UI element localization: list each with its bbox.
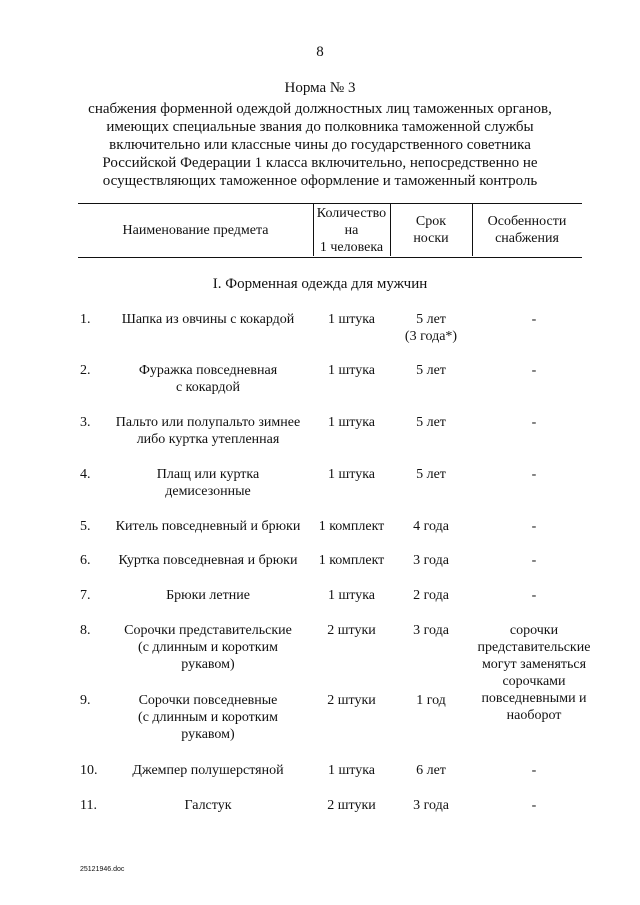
row-note: -: [531, 415, 537, 430]
row-name-line: рукавом): [181, 657, 235, 672]
row-name: [103, 762, 313, 779]
row-quantity: 2 штуки: [327, 798, 376, 813]
header-line: на: [344, 222, 359, 238]
shared-note-line: могут заменяться: [481, 657, 587, 672]
row-name-line: Сорочки повседневные: [138, 693, 278, 708]
header-line: 1 человека: [319, 239, 384, 255]
row-term-line: 6 лет: [416, 763, 446, 778]
row-name-line: Галстук: [184, 798, 232, 813]
row-quantity: 2 штуки: [327, 623, 376, 638]
header-quantity: [313, 204, 390, 256]
row-number: 5.: [80, 519, 91, 534]
row-name: [103, 552, 313, 569]
norm-title: Норма № 3: [284, 80, 356, 96]
row-quantity: 1 штука: [327, 415, 376, 430]
row-name-line: Шапка из овчины с кокардой: [121, 312, 295, 327]
row-name: [103, 518, 313, 535]
row-name: [103, 466, 313, 500]
header-line: снабжения: [495, 231, 559, 246]
row-term: [390, 587, 472, 604]
row-name-line: Китель повседневный и брюки: [115, 519, 301, 534]
row-quantity: 1 штука: [327, 363, 376, 378]
row-note: -: [531, 798, 537, 813]
header-term: [390, 204, 472, 256]
row-term-line: 5 лет: [416, 312, 446, 327]
header-line: Наименование предмета: [122, 222, 269, 238]
row-name-line: Куртка повседневная и брюки: [118, 553, 298, 568]
row-note: -: [531, 588, 537, 603]
row-term: [390, 552, 472, 569]
row-term-line: 1 год: [416, 693, 446, 708]
row-name: [103, 692, 313, 743]
row-name-line: (с длинным и коротким: [138, 640, 278, 655]
row-quantity: 1 штука: [327, 312, 376, 327]
subtitle-line: включительно или классные чины до государственного советника: [109, 137, 531, 153]
row-number: 7.: [80, 588, 91, 603]
row-term: [390, 362, 472, 379]
row-number: 4.: [80, 467, 91, 482]
row-note: -: [531, 312, 537, 327]
row-name-line: (с длинным и коротким: [138, 710, 278, 725]
row-name: [103, 622, 313, 673]
subtitle-line: имеющих специальные звания до полковника таможенной службы: [106, 119, 534, 135]
row-quantity: 1 комплект: [318, 519, 385, 534]
shared-note-line: наоборот: [506, 708, 562, 723]
subtitle-line: Российской Федерации 1 класса включительно, непосредственно не: [102, 155, 538, 171]
row-term: [390, 518, 472, 535]
header-line: Особенности: [487, 214, 567, 229]
row-term: [390, 692, 472, 709]
header-line: Количество: [316, 205, 387, 221]
norm-subtitle: [60, 100, 580, 190]
row-name-line: с кокардой: [175, 380, 241, 395]
row-quantity: 2 штуки: [327, 693, 376, 708]
row-term-line: 4 года: [413, 519, 449, 534]
shared-note-line: сорочки: [509, 623, 559, 638]
row-term-line: 2 года: [413, 588, 449, 603]
row-number: 3.: [80, 415, 91, 430]
row-note: -: [531, 519, 537, 534]
row-number: 10.: [80, 763, 98, 778]
row-number: 11.: [80, 798, 97, 813]
row-term-line: (3 года*): [404, 329, 458, 344]
row-term-line: 5 лет: [416, 467, 446, 482]
shared-note-line: сорочками: [502, 674, 566, 689]
row-quantity: 1 штука: [327, 588, 376, 603]
row-note: -: [531, 763, 537, 778]
row-name: [103, 311, 313, 328]
row-term-line: 5 лет: [416, 363, 446, 378]
row-term-line: 3 года: [413, 623, 449, 638]
shared-note-line: повседневными и: [481, 691, 587, 706]
page-number: 8: [316, 44, 324, 60]
row-name-line: Сорочки представительские: [124, 623, 292, 638]
row-name-line: Фуражка повседневная: [138, 363, 278, 378]
row-name-line: Брюки летние: [166, 588, 250, 603]
row-term: [390, 762, 472, 779]
row-name: [103, 362, 313, 396]
row-quantity: 1 комплект: [318, 553, 385, 568]
header-line: носки: [413, 231, 449, 246]
row-name-line: Пальто или полупальто зимнее: [115, 415, 301, 430]
row-term: [390, 466, 472, 483]
row-name: [103, 797, 313, 814]
row-name-line: Плащ или куртка: [156, 467, 260, 482]
row-term: [390, 414, 472, 431]
row-name: [103, 414, 313, 448]
row-term: [390, 797, 472, 814]
row-quantity: 1 штука: [327, 467, 376, 482]
row-number: 8.: [80, 623, 91, 638]
row-number: 1.: [80, 312, 91, 327]
subtitle-line: снабжения форменной одеждой должностных лиц таможенных органов,: [88, 101, 552, 117]
row-name: [103, 587, 313, 604]
header-features: [472, 204, 582, 256]
row-name-line: либо куртка утепленная: [136, 432, 280, 447]
footer-document-id: 25121946.doc: [80, 866, 125, 873]
row-name-line: рукавом): [181, 727, 235, 742]
row-number: 2.: [80, 363, 91, 378]
subtitle-line: осуществляющих таможенное оформление и таможенный контроль: [102, 173, 538, 189]
row-name-line: Джемпер полушерстяной: [132, 763, 284, 778]
row-term-line: 3 года: [413, 553, 449, 568]
row-note: -: [531, 553, 537, 568]
section-heading: I. Форменная одежда для мужчин: [212, 276, 428, 292]
row-number: 9.: [80, 693, 91, 708]
header-name: [78, 204, 313, 256]
row-note: -: [531, 467, 537, 482]
shared-note-rows-8-9: [466, 622, 602, 724]
row-term-line: 3 года: [413, 798, 449, 813]
table-header-rule: [78, 257, 582, 258]
row-term: [390, 622, 472, 639]
shared-note-line: представительские: [477, 640, 591, 655]
row-quantity: 1 штука: [327, 763, 376, 778]
header-line: Срок: [415, 214, 447, 229]
row-term: [390, 311, 472, 345]
row-term-line: 5 лет: [416, 415, 446, 430]
row-note: -: [531, 363, 537, 378]
row-number: 6.: [80, 553, 91, 568]
row-name-line: демисезонные: [165, 484, 251, 499]
